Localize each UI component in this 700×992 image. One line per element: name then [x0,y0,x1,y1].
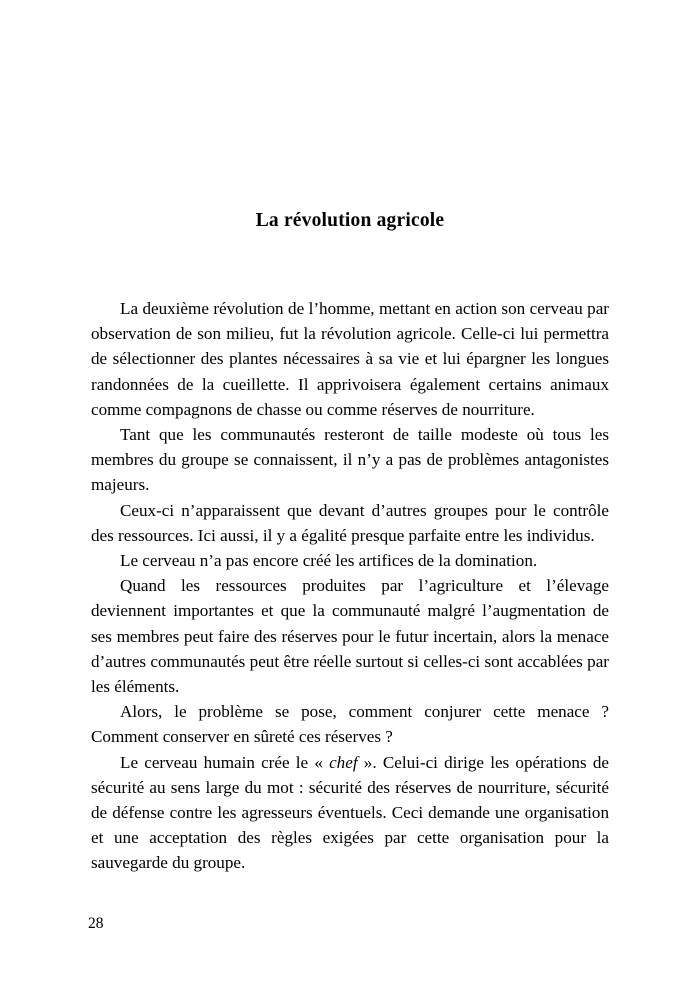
paragraph-2: Tant que les communautés resteront de taille modeste où tous les membres du groupe se connaissent, il n’y a pas de problèmes antagonistes majeurs. [91,425,609,495]
paragraph-7-text-before-emphasis: Le cerveau humain crée le « [120,752,330,772]
page-number: 28 [88,915,104,932]
paragraph-6: Alors, le problème se pose, comment conjurer cette menace ? Comment conserver en sûreté ces réserves ? [91,702,609,747]
paragraph-4: Le cerveau n’a pas encore créé les artifices de la domination. [120,551,538,571]
body-text-block [91,296,609,876]
paragraph-7-text-after-emphasis: ». Celui-ci dirige les opérations de sécurité au sens large du mot : sécurité des réserves de nourriture, sécurité de défense contre les agresseurs éventuels. Ceci demande une organisation et une acceptation des règles exigées par cette organisation pour la sauvegarde du groupe. [91,752,609,873]
paragraph-7-emphasized-term: chef [329,752,358,772]
paragraph-1: La deuxième révolution de l’homme, mettant en action son cerveau par observation de son milieu, fut la révolution agricole. Celle-ci lui permettra de sélectionner des plantes nécessaires à sa vie et lui épargner les longues randonnées de la cueillette. Il apprivoisera également certains animaux comme compagnons de chasse ou comme réserves de nourriture. [91,299,609,419]
page-title: La révolution agricole [255,210,445,232]
paragraph-3: Ceux-ci n’apparaissent que devant d’autres groupes pour le contrôle des ressources. Ici aussi, il y a égalité presque parfaite entre les individus. [91,500,609,545]
paragraph-5: Quand les ressources produites par l’agriculture et l’élevage deviennent importantes et que la communauté malgré l’augmentation de ses membres peut faire des réserves pour le futur incertain, alors la menace d’autres communautés peut être réelle surtout si celles-ci sont accablées par les éléments. [91,576,609,697]
paragraph-7 [91,750,609,876]
